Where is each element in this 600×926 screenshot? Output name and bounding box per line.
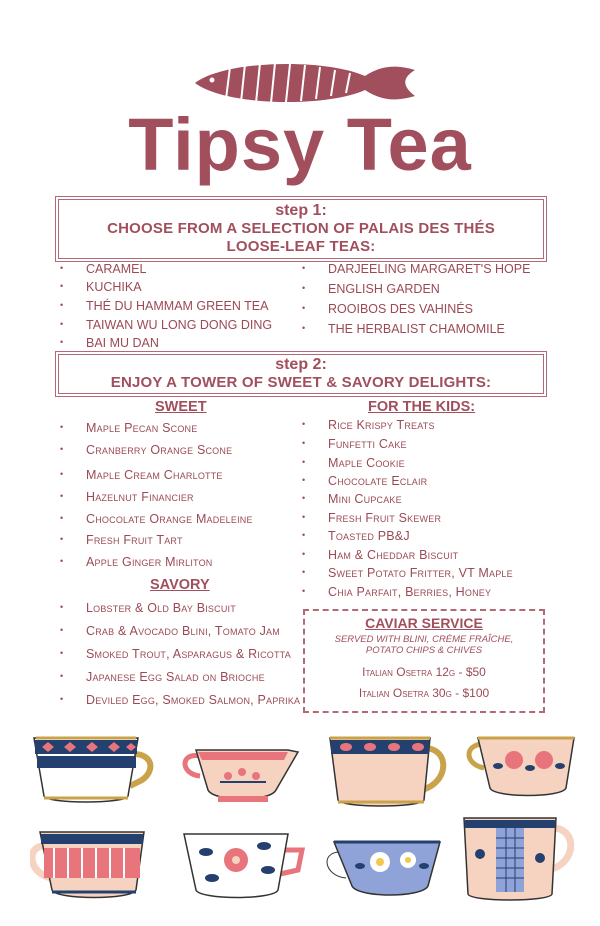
step1-label: step 1: [275,202,327,219]
brand-title: Tipsy Tea [128,103,472,186]
kids-heading: FOR THE KIDS: [368,399,476,415]
list-item: • Fresh Fruit Skewer [300,511,560,529]
list-item: • Lobster & Old Bay Biscuit [58,601,308,624]
teacup-icon [180,830,308,904]
list-item: • BAI MU DAN [58,336,298,354]
list-item: • Rice Krispy Treats [300,418,560,437]
caviar-box [303,609,545,713]
list-item: • Maple Cream Charlotte [58,468,298,490]
list-item: • Crab & Avocado Blini, Tomato Jam [58,624,308,647]
list-item: • TAIWAN WU LONG DONG DING [58,318,298,336]
teacup-icon [30,732,160,808]
teacup-icon [462,734,580,800]
list-item: • ROOIBOS DES VAHINÉS [300,302,560,322]
list-item: • Chocolate Orange Madeleine [58,512,298,533]
list-item: • CARAMEL [58,262,298,280]
list-item: • Mini Cupcake [300,492,560,511]
tea-list-right [300,262,560,342]
teacup-icon [180,742,305,806]
list-item: • THÉ DU HAMMAM GREEN TEA [58,299,298,318]
kids-list [300,418,560,603]
step2-box [58,354,544,394]
list-item: • KUCHIKA [58,280,298,299]
list-item: • THE HERBALIST CHAMOMILE [300,322,560,342]
teacup-icon [326,734,451,814]
list-item: • Sweet Potato Fritter, VT Maple [300,566,560,585]
list-item: • Hazelnut Financier [58,490,298,512]
step1-title-line2: LOOSE-LEAF TEAS: [226,238,376,255]
list-item: • ENGLISH GARDEN [300,282,560,302]
list-item: • DARJEELING MARGARET'S HOPE [300,262,560,282]
teacup-icon [322,838,444,902]
step2-title: ENJOY A TOWER OF SWEET & SAVORY DELIGHTS: [110,374,492,391]
list-item: • Cranberry Orange Scone [58,443,298,468]
list-item: • Smoked Trout, Asparagus & Ricotta [58,647,308,670]
step1-box [58,199,544,259]
list-item: • Chocolate Eclair [300,474,560,492]
list-item: • Deviled Egg, Smoked Salmon, Paprika [58,693,308,713]
savory-heading: SAVORY [150,577,210,593]
sweet-list [58,421,298,575]
tea-list-left [58,262,298,354]
caviar-option: Italian Osetra 30g - $100 [358,686,490,700]
teacup-icon [30,826,158,906]
caviar-title: CAVIAR SERVICE [365,615,483,631]
sweet-heading: SWEET [155,399,207,415]
list-item: • Maple Cookie [300,456,560,474]
step1-title-line1: CHOOSE FROM A SELECTION OF PALAIS DES THÉS [107,220,495,237]
step2-label: step 2: [275,356,327,373]
caviar-subtitle: SERVED WITH BLINI, CRÈME FRAÎCHE, POTATO CHIPS & CHIVES [334,634,514,656]
teacup-icon [462,814,580,906]
savory-list [58,601,308,713]
list-item: • Apple Ginger Mirliton [58,555,298,575]
list-item: • Chia Parfait, Berries, Honey [300,585,560,603]
list-item: • Maple Pecan Scone [58,421,298,443]
list-item: • Funfetti Cake [300,437,560,456]
caviar-option: Italian Osetra 12g - $50 [362,665,486,679]
list-item: • Fresh Fruit Tart [58,533,298,555]
list-item: • Toasted PB&J [300,529,560,548]
list-item: • Ham & Cheddar Biscuit [300,548,560,566]
list-item: • Japanese Egg Salad on Brioche [58,670,308,693]
